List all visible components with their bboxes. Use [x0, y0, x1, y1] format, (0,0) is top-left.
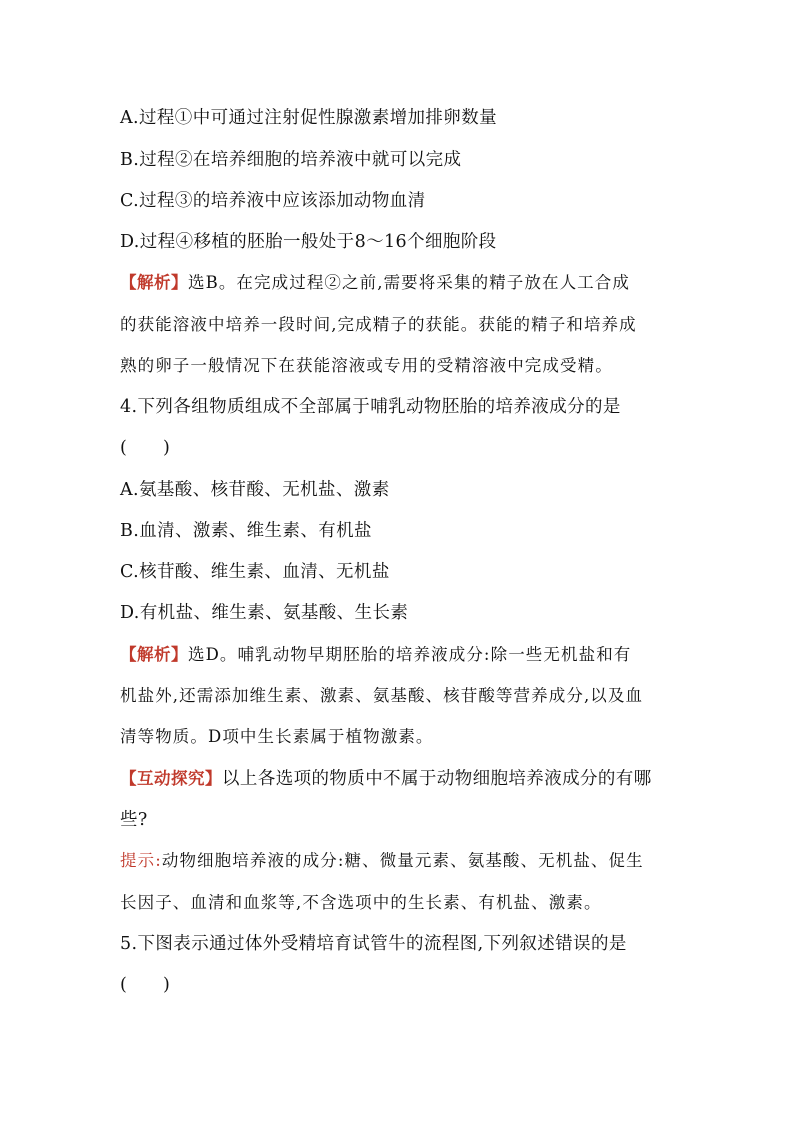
q4-option-c: C.核苷酸、维生素、血清、无机盐	[120, 562, 390, 582]
q3-analysis-line-3: 熟的卵子一般情况下在获能溶液或专用的受精溶液中完成受精。	[120, 356, 613, 375]
q4-tip-label: 提示:	[120, 851, 162, 870]
q4-option-b: B.血清、激素、维生素、有机盐	[120, 521, 372, 541]
q3-analysis-label: 【解析】	[120, 273, 188, 292]
q4-stem-line-1: 4.下列各组物质组成不全部属于哺乳动物胚胎的培养液成分的是	[120, 397, 621, 417]
q4-analysis-line-2: 机盐外,还需添加维生素、激素、氨基酸、核苷酸等营养成分,以及血	[120, 686, 644, 705]
q4-option-a: A.氨基酸、核苷酸、无机盐、激素	[120, 480, 390, 500]
q3-analysis-line-2: 的获能溶液中培养一段时间,完成精子的获能。获能的精子和培养成	[120, 315, 637, 334]
q3-analysis-line-1	[120, 271, 630, 295]
q3-analysis-text-1: 选B。在完成过程②之前,需要将采集的精子放在人工合成	[188, 273, 630, 292]
q4-analysis-label: 【解析】	[120, 645, 188, 664]
q5-stem-line-2: ( )	[120, 975, 171, 995]
q3-option-c: C.过程③的培养液中应该添加动物血清	[120, 191, 426, 211]
q4-stem-line-2: ( )	[120, 438, 171, 458]
q3-option-d: D.过程④移植的胚胎一般处于8～16个细胞阶段	[120, 232, 497, 252]
q3-option-a: A.过程①中可通过注射促性腺激素增加排卵数量	[120, 108, 497, 128]
q3-option-b: B.过程②在培养细胞的培养液中就可以完成	[120, 150, 462, 170]
q4-tip-line-1	[120, 849, 644, 873]
q4-option-d: D.有机盐、维生素、氨基酸、生长素	[120, 603, 409, 623]
q5-stem-line-1: 5.下图表示通过体外受精培育试管牛的流程图,下列叙述错误的是	[120, 934, 627, 954]
q4-explore-text-1: 以上各选项的物质中不属于动物细胞培养液成分的有哪	[222, 769, 652, 789]
q4-tip-line-2: 长因子、血清和血浆等,不含选项中的生长素、有机盐、激素。	[120, 893, 602, 912]
q4-explore-label: 【互动探究】	[120, 769, 222, 788]
q4-explore-line-2: 些?	[120, 810, 148, 830]
q4-tip-text-1: 动物细胞培养液的成分:糖、微量元素、氨基酸、无机盐、促生	[161, 851, 644, 870]
q4-analysis-line-3: 清等物质。D项中生长素属于植物激素。	[120, 727, 434, 746]
q4-explore-line-1	[120, 767, 652, 791]
q4-analysis-line-1	[120, 643, 631, 667]
q4-analysis-text-1: 选D。哺乳动物早期胚胎的培养液成分:除一些无机盐和有	[188, 645, 632, 664]
